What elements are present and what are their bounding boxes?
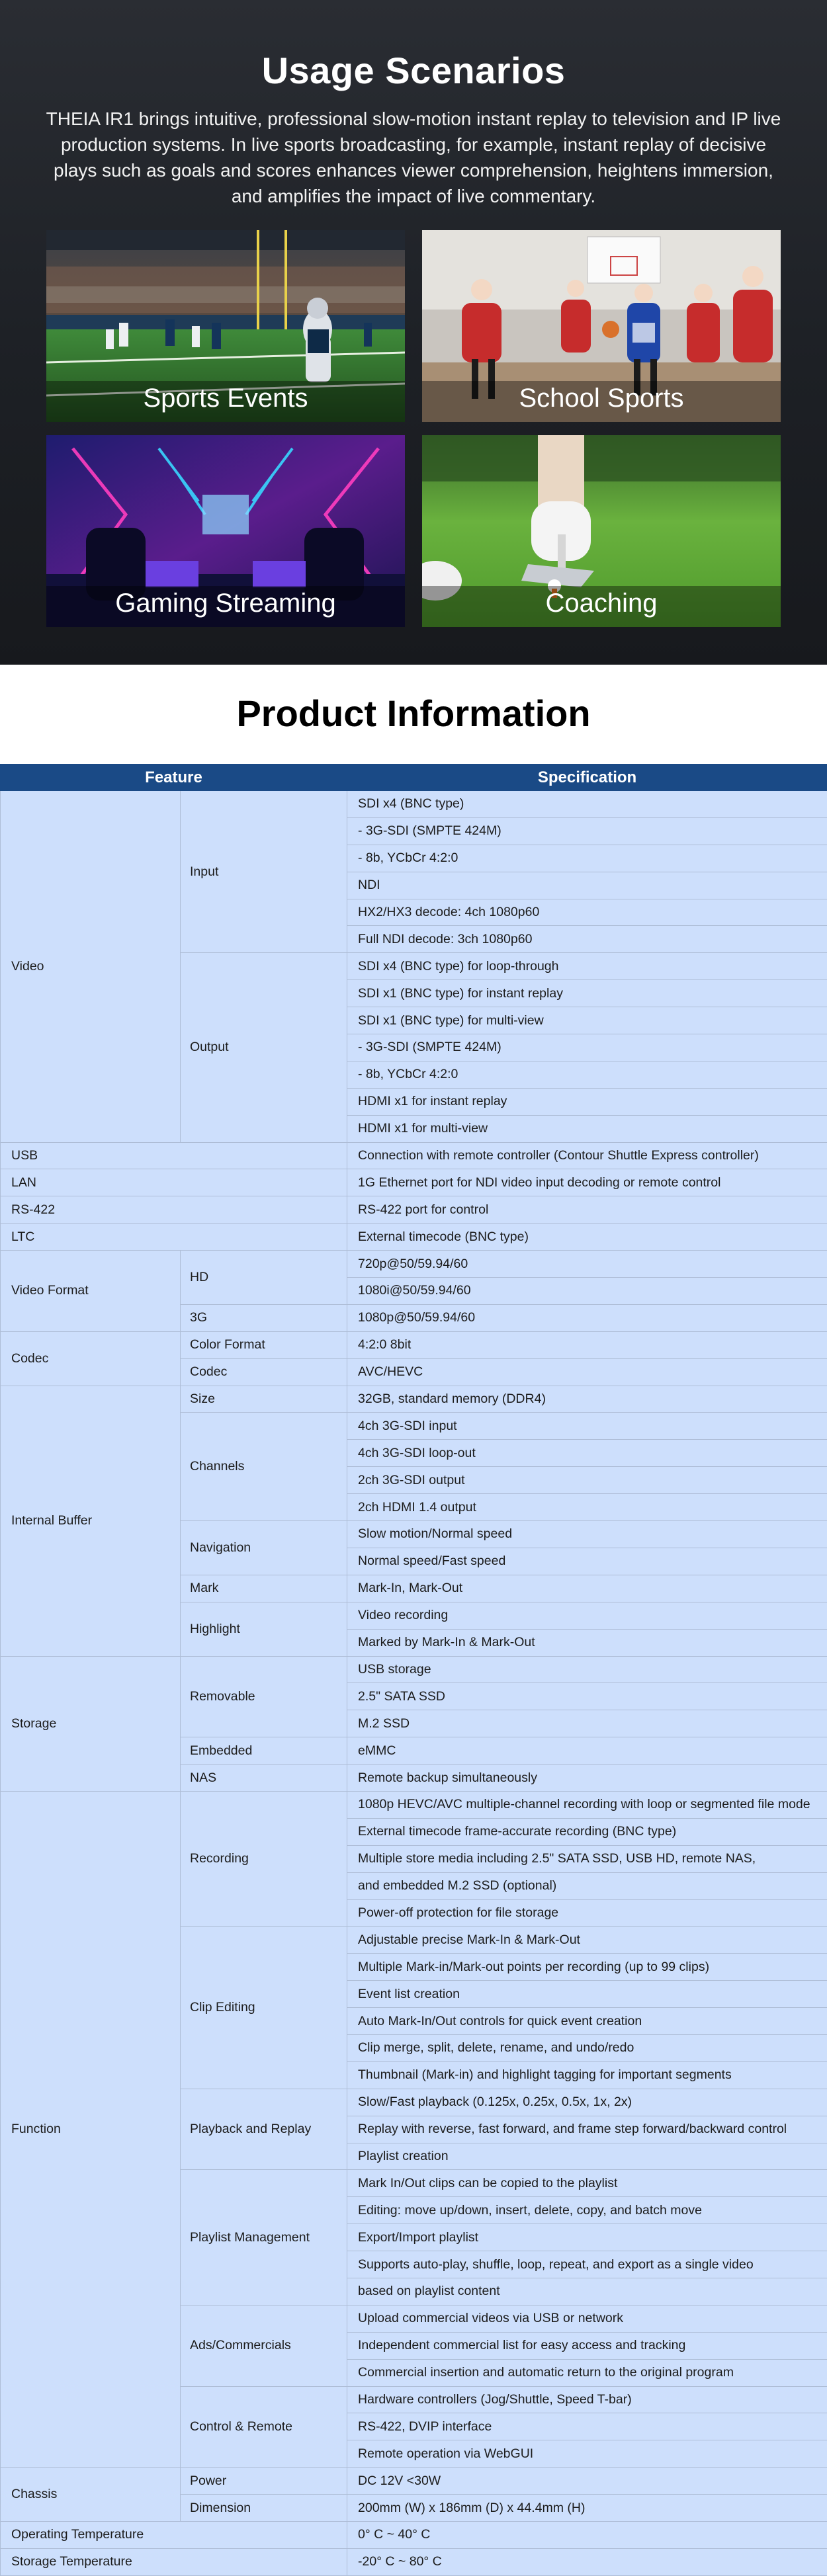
specification-header: Specification [347, 765, 827, 791]
specification-cell: 1080p HEVC/AVC multiple-channel recording with loop or segmented file mode [347, 1791, 827, 1818]
specification-cell: Upload commercial videos via USB or network [347, 2305, 827, 2332]
specification-cell: Full NDI decode: 3ch 1080p60 [347, 926, 827, 953]
specification-cell: Clip merge, split, delete, rename, and undo/redo [347, 2034, 827, 2061]
usage-scenarios-section [0, 0, 827, 665]
feature-cell: Video [1, 791, 181, 1143]
specification-cell: Connection with remote controller (Contour Shuttle Express controller) [347, 1142, 827, 1169]
scenario-card-coaching [422, 435, 781, 627]
sub-feature-cell: Codec [181, 1358, 347, 1386]
table-row [1, 1251, 827, 1278]
sub-feature-cell: 3G [181, 1304, 347, 1331]
feature-cell: Storage [1, 1656, 181, 1791]
specification-cell: Mark In/Out clips can be copied to the playlist [347, 2170, 827, 2197]
table-row [1, 1142, 827, 1169]
school-sports-caption: School Sports [422, 384, 781, 413]
table-row [1, 2468, 827, 2495]
sub-feature-cell: Recording [181, 1791, 347, 1926]
specification-cell: RS-422 port for control [347, 1196, 827, 1224]
specification-cell: 4ch 3G-SDI loop-out [347, 1440, 827, 1467]
feature-cell: Internal Buffer [1, 1386, 181, 1656]
sports-events-caption: Sports Events [46, 384, 405, 413]
sub-feature-cell: Size [181, 1386, 347, 1413]
usage-scenarios-title: Usage Scenarios [0, 49, 827, 92]
table-row [1, 2548, 827, 2575]
specification-table-body [1, 791, 827, 2576]
specification-cell: Replay with reverse, fast forward, and frame step forward/backward control [347, 2116, 827, 2143]
specification-cell: Commercial insertion and automatic return to the original program [347, 2359, 827, 2386]
feature-cell: Chassis [1, 2468, 181, 2522]
table-row [1, 1386, 827, 1413]
table-header-row [1, 765, 827, 791]
specification-cell: Multiple store media including 2.5" SATA SSD, USB HD, remote NAS, [347, 1845, 827, 1872]
specification-cell: - 3G-SDI (SMPTE 424M) [347, 1034, 827, 1061]
specification-cell: Hardware controllers (Jog/Shuttle, Speed T-bar) [347, 2386, 827, 2413]
specification-cell: Event list creation [347, 1981, 827, 2008]
feature-cell: LTC [1, 1224, 347, 1251]
specification-cell: Slow/Fast playback (0.125x, 0.25x, 0.5x, 1x, 2x) [347, 2089, 827, 2116]
sub-feature-cell: Power [181, 2468, 347, 2495]
feature-cell: USB [1, 1142, 347, 1169]
specification-cell: Adjustable precise Mark-In & Mark-Out [347, 1927, 827, 1954]
specification-cell: M.2 SSD [347, 1710, 827, 1737]
sub-feature-cell: Channels [181, 1413, 347, 1521]
table-row [1, 1196, 827, 1224]
sub-feature-cell: Output [181, 953, 347, 1142]
sub-feature-cell: NAS [181, 1765, 347, 1792]
feature-cell: Operating Temperature [1, 2522, 347, 2549]
sub-feature-cell: Color Format [181, 1331, 347, 1358]
sub-feature-cell: Playlist Management [181, 2170, 347, 2305]
specification-cell: Remote operation via WebGUI [347, 2440, 827, 2468]
sub-feature-cell: Navigation [181, 1521, 347, 1575]
sub-feature-cell: Dimension [181, 2495, 347, 2522]
sub-feature-cell: Ads/Commercials [181, 2305, 347, 2386]
specification-cell: SDI x4 (BNC type) for loop-through [347, 953, 827, 980]
specification-cell: Independent commercial list for easy access and tracking [347, 2332, 827, 2359]
specification-cell: 4:2:0 8bit [347, 1331, 827, 1358]
specification-cell: External timecode (BNC type) [347, 1224, 827, 1251]
specification-cell: - 3G-SDI (SMPTE 424M) [347, 817, 827, 845]
specification-cell: 32GB, standard memory (DDR4) [347, 1386, 827, 1413]
specification-cell: Mark-In, Mark-Out [347, 1575, 827, 1602]
specification-cell: SDI x1 (BNC type) for multi-view [347, 1007, 827, 1034]
specification-cell: 2.5" SATA SSD [347, 1683, 827, 1710]
specification-cell: 200mm (W) x 186mm (D) x 44.4mm (H) [347, 2495, 827, 2522]
specification-cell: HX2/HX3 decode: 4ch 1080p60 [347, 899, 827, 926]
specification-cell: 0° C ~ 40° C [347, 2522, 827, 2549]
sub-feature-cell: HD [181, 1251, 347, 1305]
specification-cell: - 8b, YCbCr 4:2:0 [347, 845, 827, 872]
specification-cell: DC 12V <30W [347, 2468, 827, 2495]
specification-cell: External timecode frame-accurate recording (BNC type) [347, 1818, 827, 1845]
specification-cell: RS-422, DVIP interface [347, 2413, 827, 2440]
specification-cell: eMMC [347, 1737, 827, 1765]
scenario-card-school-sports [422, 230, 781, 422]
specification-cell: - 8b, YCbCr 4:2:0 [347, 1061, 827, 1088]
sub-feature-cell: Highlight [181, 1602, 347, 1656]
specification-cell: Playlist creation [347, 2143, 827, 2170]
specification-cell: SDI x4 (BNC type) [347, 791, 827, 818]
scenario-card-gaming-streaming [46, 435, 405, 627]
table-row [1, 2522, 827, 2549]
specification-cell: Supports auto-play, shuffle, loop, repeat, and export as a single video [347, 2251, 827, 2278]
table-row [1, 1169, 827, 1196]
specification-cell: based on playlist content [347, 2278, 827, 2305]
sub-feature-cell: Clip Editing [181, 1927, 347, 2089]
specification-cell: Marked by Mark-In & Mark-Out [347, 1629, 827, 1656]
specification-cell: 4ch 3G-SDI input [347, 1413, 827, 1440]
sub-feature-cell: Control & Remote [181, 2386, 347, 2468]
feature-cell: Storage Temperature [1, 2548, 347, 2575]
table-row [1, 1224, 827, 1251]
specification-cell: 2ch HDMI 1.4 output [347, 1494, 827, 1521]
specification-cell: 1G Ethernet port for NDI video input decoding or remote control [347, 1169, 827, 1196]
specification-cell: 720p@50/59.94/60 [347, 1251, 827, 1278]
scenario-card-sports-events [46, 230, 405, 422]
feature-header: Feature [1, 765, 347, 791]
specification-cell: NDI [347, 872, 827, 899]
specification-cell: 1080p@50/59.94/60 [347, 1304, 827, 1331]
specification-cell: SDI x1 (BNC type) for instant replay [347, 980, 827, 1007]
feature-cell: Codec [1, 1331, 181, 1386]
specification-cell: Video recording [347, 1602, 827, 1629]
table-row [1, 791, 827, 818]
table-row [1, 1331, 827, 1358]
specification-cell: HDMI x1 for instant replay [347, 1088, 827, 1115]
specification-cell: 1080i@50/59.94/60 [347, 1278, 827, 1305]
specification-cell: -20° C ~ 80° C [347, 2548, 827, 2575]
specification-cell: HDMI x1 for multi-view [347, 1115, 827, 1142]
specification-cell: Thumbnail (Mark-in) and highlight tagging for important segments [347, 2061, 827, 2089]
sub-feature-cell: Playback and Replay [181, 2089, 347, 2170]
sub-feature-cell: Embedded [181, 1737, 347, 1765]
sub-feature-cell: Mark [181, 1575, 347, 1602]
specification-cell: AVC/HEVC [347, 1358, 827, 1386]
specification-cell: Power-off protection for file storage [347, 1899, 827, 1927]
feature-cell: Function [1, 1791, 181, 2467]
specification-cell: USB storage [347, 1656, 827, 1683]
coaching-caption: Coaching [422, 589, 781, 618]
specification-cell: Export/Import playlist [347, 2224, 827, 2251]
usage-scenarios-description: THEIA IR1 brings intuitive, professional slow-motion instant replay to television and IP live production systems. In live sports broadcasting, for example, instant replay of decisive plays such as goals and scores enhances viewer comprehension, heightens immersion, and amplifies the impact of live commentary. [40, 106, 787, 209]
table-row [1, 1791, 827, 1818]
table-row [1, 1656, 827, 1683]
feature-cell: RS-422 [1, 1196, 347, 1224]
specification-table [0, 764, 827, 2576]
specification-cell: and embedded M.2 SSD (optional) [347, 1872, 827, 1899]
sub-feature-cell: Removable [181, 1656, 347, 1737]
sub-feature-cell: Input [181, 791, 347, 953]
feature-cell: LAN [1, 1169, 347, 1196]
product-information-title: Product Information [0, 692, 827, 735]
feature-cell: Video Format [1, 1251, 181, 1332]
gaming-streaming-caption: Gaming Streaming [46, 589, 405, 618]
specification-cell: 2ch 3G-SDI output [347, 1467, 827, 1494]
specification-cell: Slow motion/Normal speed [347, 1521, 827, 1548]
specification-cell: Remote backup simultaneously [347, 1765, 827, 1792]
specification-cell: Auto Mark-In/Out controls for quick event creation [347, 2008, 827, 2035]
specification-cell: Multiple Mark-in/Mark-out points per recording (up to 99 clips) [347, 1954, 827, 1981]
specification-cell: Normal speed/Fast speed [347, 1548, 827, 1575]
specification-cell: Editing: move up/down, insert, delete, copy, and batch move [347, 2197, 827, 2224]
